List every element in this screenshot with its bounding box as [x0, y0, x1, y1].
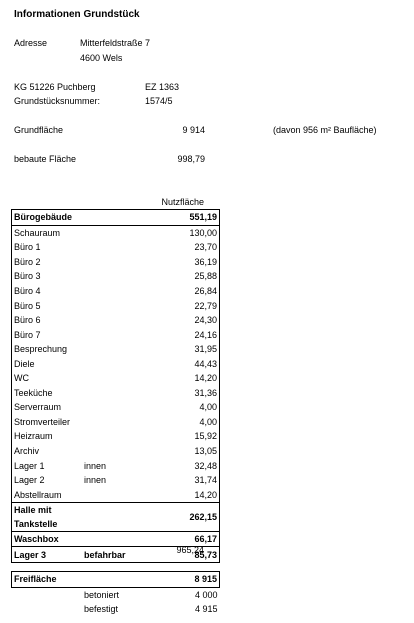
row-value: 36,19 [148, 255, 220, 270]
row-sub [82, 502, 148, 531]
built-label: bebaute Fläche [14, 154, 77, 164]
table-row [12, 225, 220, 240]
frei-sub-label: befestigt [84, 604, 119, 615]
kg-label: KG 51226 Puchberg [14, 82, 96, 92]
table-row [12, 400, 220, 415]
table-row [12, 284, 220, 299]
row-value: 26,84 [148, 284, 220, 299]
parcel-label: Grundstücksnummer: [14, 96, 101, 106]
page-title: Informationen Grundstück [14, 9, 140, 20]
table-row [12, 487, 220, 502]
row-sub [82, 429, 148, 444]
table-row [12, 210, 220, 226]
row-sub [82, 269, 148, 284]
row-value: 85,73 [148, 547, 220, 563]
frei-value: 8 915 [148, 572, 220, 588]
area-table [11, 209, 220, 563]
row-name: Waschbox [12, 531, 83, 547]
kg-value: EZ 1363 [145, 82, 180, 92]
frei-sub-label: betoniert [84, 589, 120, 600]
table-row [12, 342, 220, 357]
frei-sub-value: 4 915 [194, 604, 218, 615]
row-name: Bürogebäude [12, 210, 83, 226]
table-row [12, 240, 220, 255]
row-name: Archiv [12, 444, 83, 459]
table-row [12, 356, 220, 371]
table-total: 965,24 [176, 545, 204, 555]
row-value: 4,00 [148, 415, 220, 430]
table-row [12, 313, 220, 328]
row-value: 130,00 [148, 225, 220, 240]
row-sub [82, 225, 148, 240]
area-note: (davon 956 m² Baufläche) [273, 125, 377, 135]
table-row [12, 444, 220, 459]
row-sub: innen [84, 460, 107, 471]
row-value: 66,17 [148, 531, 220, 547]
table-row [12, 269, 220, 284]
row-sub [82, 298, 148, 313]
row-value: 13,05 [148, 444, 220, 459]
table-row [12, 415, 220, 430]
row-value: 31,74 [148, 473, 220, 488]
row-name: Stromverteiler [12, 415, 83, 430]
table-row [12, 371, 220, 386]
address-street: Mitterfeldstraße 7 [80, 38, 151, 48]
row-name: Teeküche [12, 386, 83, 401]
table-row [12, 255, 220, 270]
row-value: 25,88 [148, 269, 220, 284]
row-name: Halle mit Tankstelle [12, 502, 83, 531]
row-sub [82, 356, 148, 371]
row-value: 4,00 [148, 400, 220, 415]
row-sub [82, 386, 148, 401]
row-value: 32,48 [148, 458, 220, 473]
row-value: 24,16 [148, 327, 220, 342]
row-sub [82, 255, 148, 270]
table-row [12, 327, 220, 342]
table-row [12, 298, 220, 313]
row-value: 44,43 [148, 356, 220, 371]
row-value: 24,30 [148, 313, 220, 328]
row-value: 31,95 [148, 342, 220, 357]
table-row [12, 386, 220, 401]
row-sub [82, 284, 148, 299]
row-name: Büro 3 [12, 269, 83, 284]
row-sub [82, 371, 148, 386]
row-value: 14,20 [148, 371, 220, 386]
table-row [12, 473, 220, 488]
row-sub [82, 327, 148, 342]
table-row [12, 502, 220, 531]
row-sub [82, 342, 148, 357]
frei-label: Freifläche [12, 572, 83, 588]
row-name: Schauraum [12, 225, 83, 240]
table-header: Nutzfläche [161, 197, 204, 207]
frei-table [11, 571, 220, 617]
parcel-value: 1574/5 [145, 96, 173, 106]
address-city: 4600 Wels [80, 53, 123, 63]
row-sub [82, 415, 148, 430]
table-row [12, 458, 220, 473]
row-name: Lager 1 [12, 458, 83, 473]
row-name: WC [12, 371, 83, 386]
row-value: 23,70 [148, 240, 220, 255]
row-value: 22,79 [148, 298, 220, 313]
area-value: 9 914 [182, 125, 205, 135]
row-sub [82, 400, 148, 415]
row-sub [82, 313, 148, 328]
built-value: 998,79 [177, 154, 205, 164]
row-name: Büro 2 [12, 255, 83, 270]
row-name: Besprechung [12, 342, 83, 357]
row-name: Büro 1 [12, 240, 83, 255]
row-name: Büro 5 [12, 298, 83, 313]
row-name: Serverraum [12, 400, 83, 415]
row-name: Büro 7 [12, 327, 83, 342]
frei-sub-value: 4 000 [194, 589, 218, 600]
row-name: Lager 2 [12, 473, 83, 488]
row-value: 551,19 [148, 210, 220, 226]
row-name: Heizraum [12, 429, 83, 444]
row-sub: befahrbar [82, 547, 148, 563]
row-sub: innen [84, 475, 107, 486]
row-value: 15,92 [148, 429, 220, 444]
row-value: 14,20 [148, 487, 220, 502]
row-name: Büro 4 [12, 284, 83, 299]
row-sub [82, 444, 148, 459]
row-name: Diele [12, 356, 83, 371]
area-label: Grundfläche [14, 125, 64, 135]
row-name: Büro 6 [12, 313, 83, 328]
row-value: 31,36 [148, 386, 220, 401]
row-sub [82, 240, 148, 255]
address-label: Adresse [14, 38, 48, 48]
row-sub [82, 487, 148, 502]
row-sub [82, 210, 148, 226]
row-value: 262,15 [148, 502, 220, 531]
row-name: Lager 3 [12, 547, 83, 563]
row-name: Abstellraum [12, 487, 83, 502]
table-row [12, 429, 220, 444]
